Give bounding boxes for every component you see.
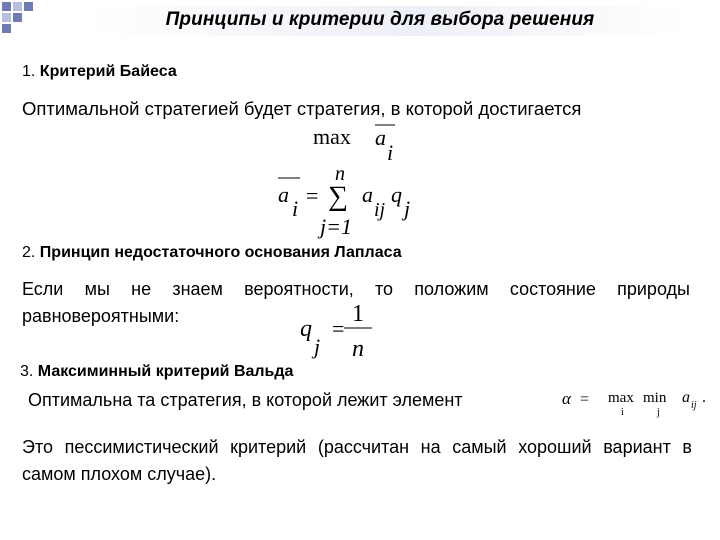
max-i-subscript: i	[621, 407, 624, 418]
lhs-a-variable: a	[278, 182, 289, 207]
section3-heading	[20, 363, 293, 381]
equals-sign: =	[306, 183, 319, 208]
j-subscript: j	[404, 196, 411, 221]
section3-title: Максиминный критерий Вальда	[37, 363, 294, 380]
wald-formula	[556, 380, 716, 420]
max-operator: max	[313, 124, 351, 149]
period: .	[702, 389, 706, 406]
corner-decoration	[0, 0, 40, 40]
section3-note: Это пессимистический критерий (рассчитан на самый хороший вариант в самом плохом случае).	[22, 437, 692, 484]
equals-sign: =	[332, 316, 345, 341]
sigma-symbol: ∑	[328, 181, 348, 212]
max-operator: max	[608, 390, 634, 406]
lhs-i-subscript: i	[292, 196, 299, 221]
section3-text: Оптимальна та стратегия, в которой лежит элемент	[28, 390, 463, 410]
a-variable: a	[375, 125, 386, 150]
sum-upper-limit: n	[335, 163, 345, 185]
section2-text: Если мы не знаем вероятности, то положим состояние природы равновероятными:	[22, 279, 690, 326]
numerator: 1	[352, 301, 364, 327]
denominator: n	[352, 336, 364, 362]
min-operator: min	[643, 390, 667, 406]
slide-title: Принципы и критерии для выбора решения	[165, 9, 595, 30]
section2-title: Принцип недостаточного основания Лапласа	[39, 244, 402, 261]
alpha-symbol: α	[562, 389, 571, 408]
section3-number: 3.	[20, 363, 34, 380]
bayes-sum-formula	[270, 158, 430, 240]
section1-text: Оптимальной стратегией будет стратегия, в которой достигается	[22, 98, 582, 119]
section1-title: Критерий Байеса	[39, 63, 177, 80]
min-j-subscript: j	[657, 407, 660, 418]
a-variable: a	[362, 182, 373, 207]
j-subscript: j	[314, 334, 321, 359]
section2-number: 2.	[22, 244, 36, 261]
laplace-formula	[290, 296, 380, 366]
q-variable: q	[300, 316, 312, 342]
q-variable: q	[391, 182, 402, 207]
sum-lower-limit: j=1	[320, 214, 352, 239]
section1-heading	[22, 63, 177, 81]
section2-heading	[22, 244, 402, 262]
ij-subscript: ij	[691, 400, 697, 411]
i-subscript: i	[387, 140, 394, 164]
ij-subscript: ij	[374, 199, 386, 221]
section1-number: 1.	[22, 63, 36, 80]
a-variable: a	[682, 389, 690, 406]
equals-sign: =	[580, 391, 590, 408]
